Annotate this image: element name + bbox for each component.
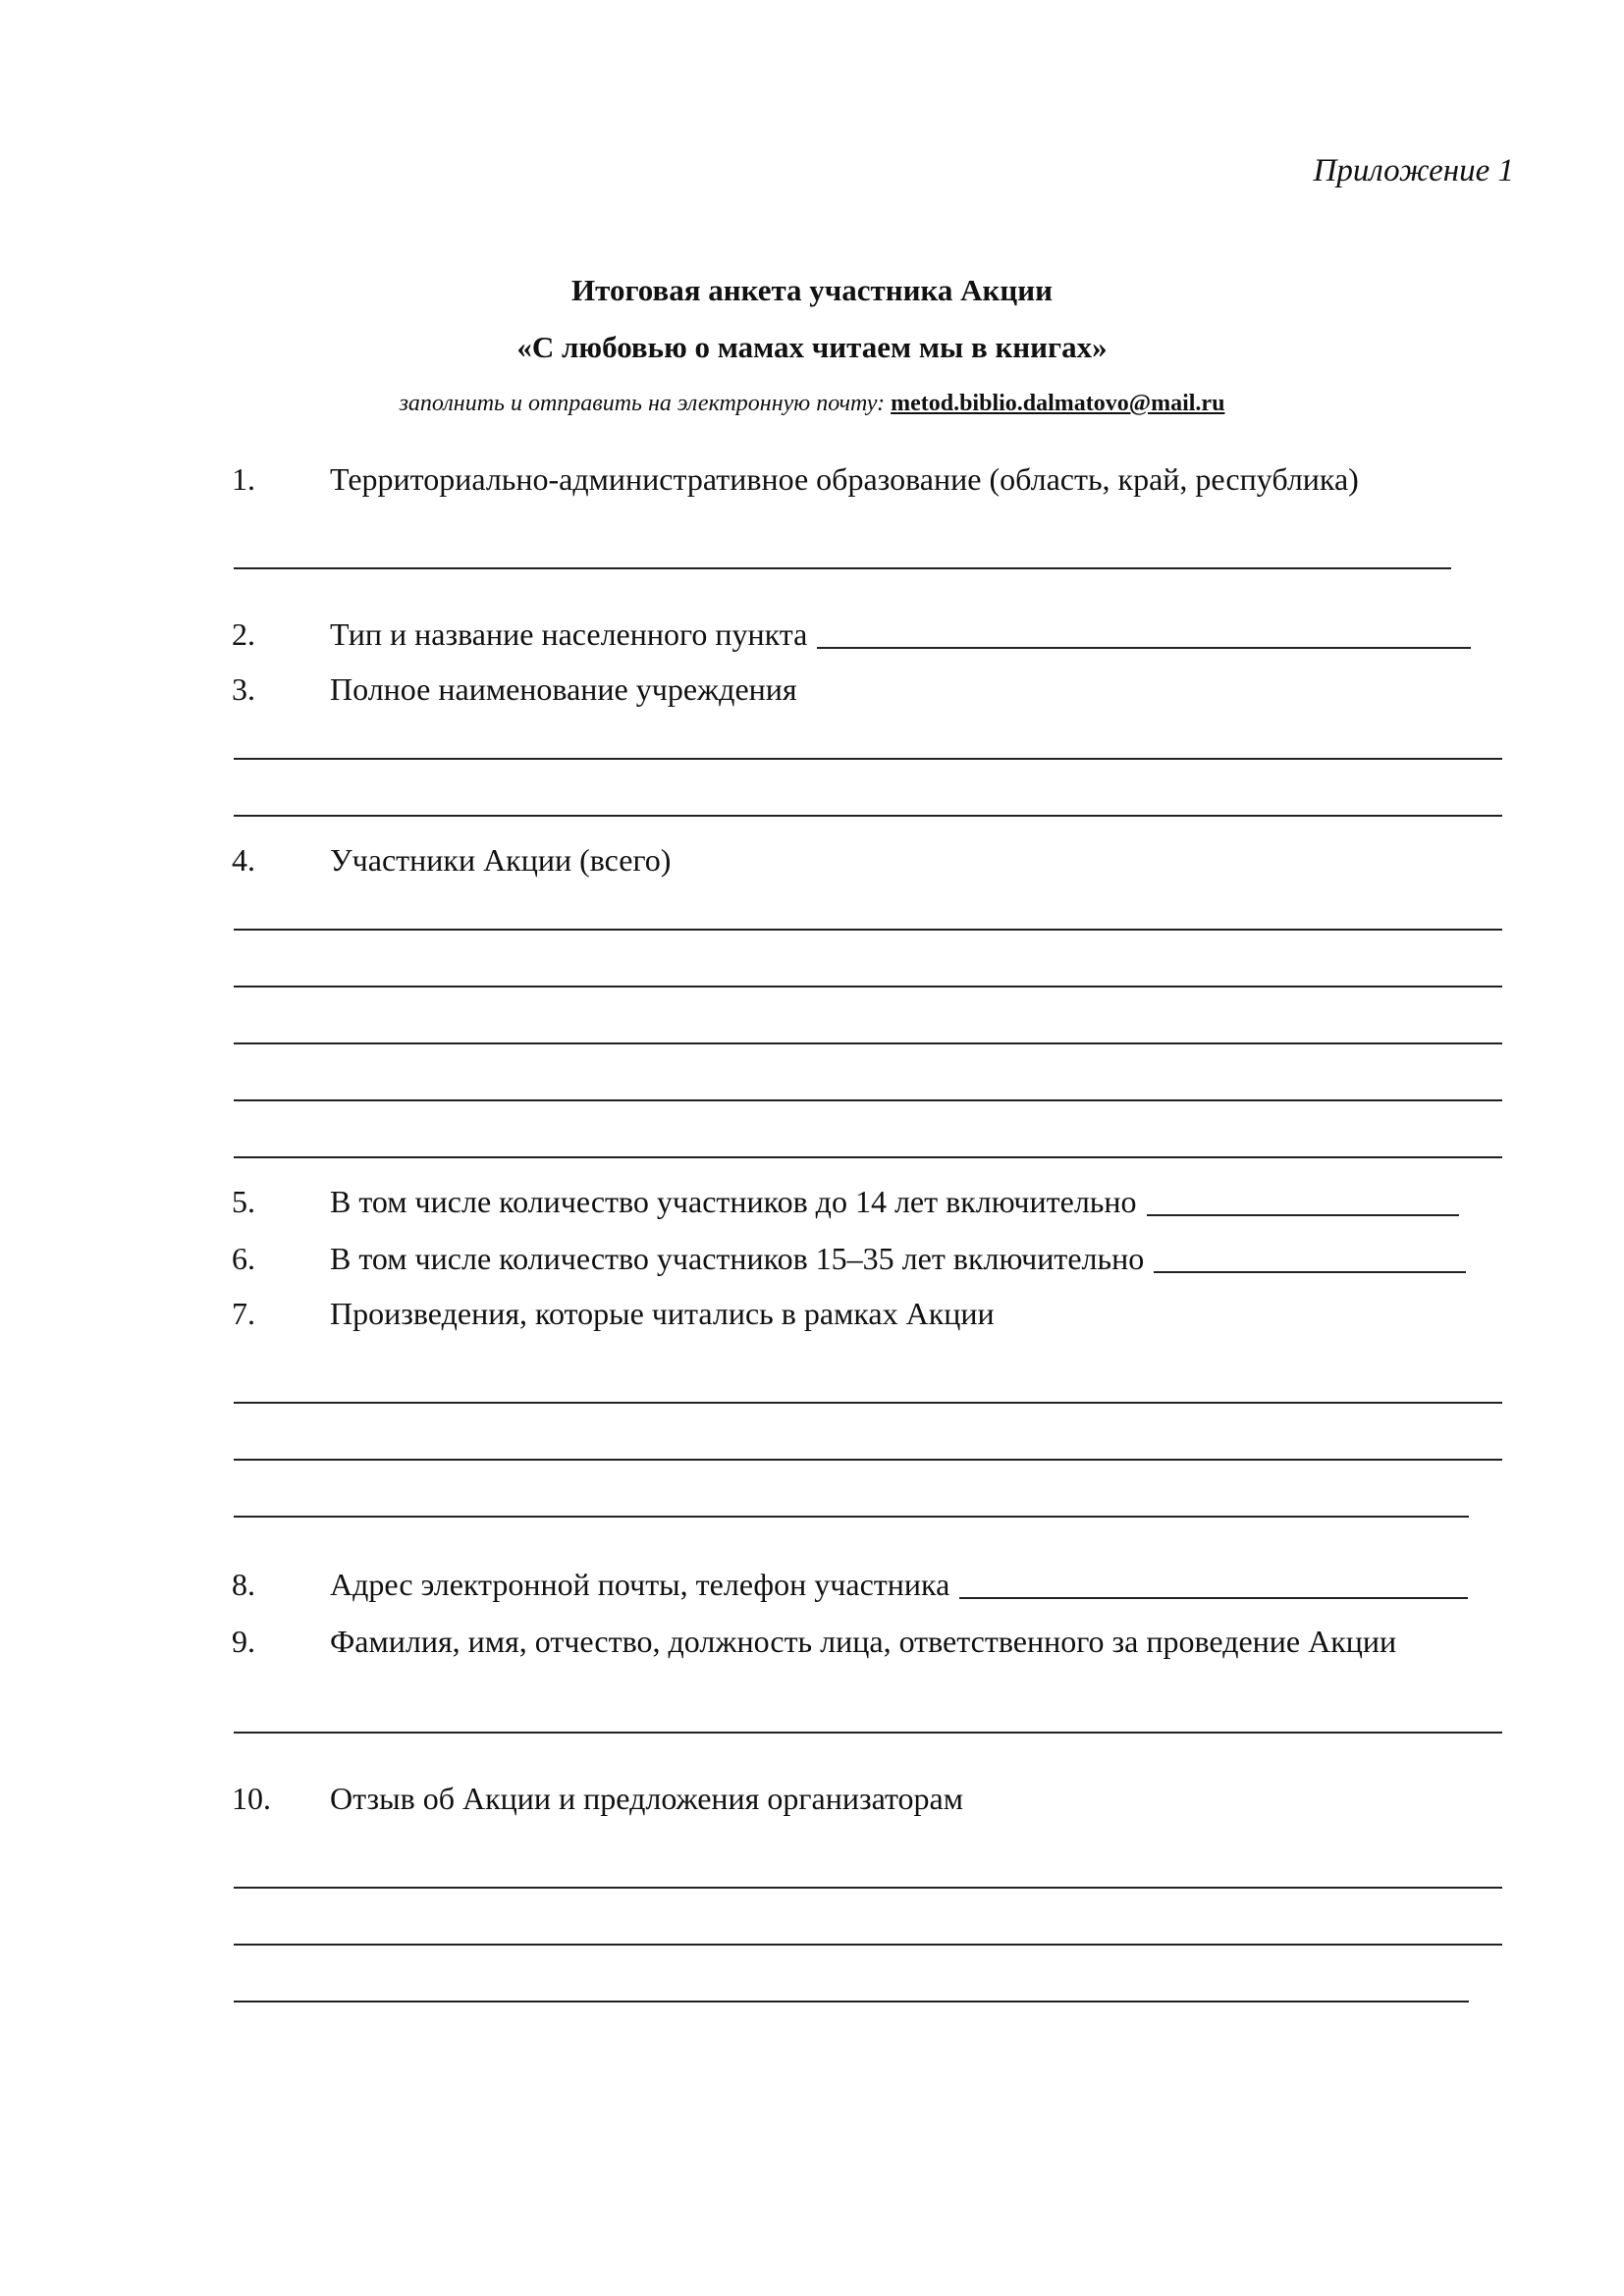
question-number: 10. [232, 1781, 271, 1816]
answer-line-6[interactable] [1154, 1244, 1466, 1273]
question-number: 6. [232, 1241, 255, 1276]
answer-line-4b[interactable] [234, 986, 1502, 988]
submission-note [0, 391, 1624, 417]
answer-line-8[interactable] [959, 1570, 1468, 1599]
question-10 [0, 1779, 1624, 1818]
question-label: В том числе количество участников 15–35 лет включительно [330, 1241, 1145, 1276]
question-label: В том числе количество участников до 14 лет включительно [330, 1184, 1137, 1219]
answer-line-5[interactable] [1147, 1187, 1459, 1216]
question-label: Тип и название населенного пункта [330, 616, 808, 652]
question-text [330, 1565, 1468, 1604]
answer-line-4d[interactable] [234, 1099, 1502, 1101]
form-title: Итоговая анкета участника Акции [571, 273, 1053, 307]
question-6 [0, 1239, 1624, 1278]
question-text [330, 1182, 1459, 1221]
question-text [330, 614, 1471, 654]
question-text: Отзыв об Акции и предложения организаторам [330, 1781, 963, 1816]
question-2 [0, 614, 1624, 654]
question-number: 5. [232, 1184, 255, 1219]
question-4 [0, 840, 1624, 880]
question-label: Адрес электронной почты, телефон участника [330, 1567, 950, 1602]
question-text: Участники Акции (всего) [330, 842, 672, 878]
form-subtitle: «С любовью о мамах читаем мы в книгах» [516, 330, 1108, 364]
question-8 [0, 1565, 1624, 1604]
appendix-label: Приложение 1 [1313, 153, 1514, 188]
submission-email-link[interactable]: metod.biblio.dalmatovo@mail.ru [891, 391, 1225, 416]
question-3 [0, 669, 1624, 709]
question-number: 3. [232, 671, 255, 707]
answer-line-9[interactable] [234, 1732, 1502, 1734]
answer-line-4a[interactable] [234, 929, 1502, 931]
answer-line-7a[interactable] [234, 1402, 1502, 1404]
answer-line-1[interactable] [234, 567, 1451, 569]
answer-line-7b[interactable] [234, 1459, 1502, 1461]
answer-line-10c[interactable] [234, 2001, 1469, 2002]
answer-line-10a[interactable] [234, 1887, 1502, 1889]
answer-line-10b[interactable] [234, 1944, 1502, 1946]
question-number: 4. [232, 842, 255, 878]
question-text: Фамилия, имя, отчество, должность лица, ответственного за проведение Акции [330, 1624, 1397, 1659]
answer-line-2[interactable] [817, 619, 1471, 649]
submission-instruction: заполнить и отправить на электронную почту: [399, 391, 886, 416]
answer-line-3a[interactable] [234, 758, 1502, 760]
answer-line-3b[interactable] [234, 815, 1502, 817]
question-number: 9. [232, 1624, 255, 1659]
question-number: 8. [232, 1567, 255, 1602]
question-number: 1. [232, 461, 255, 497]
question-text: Произведения, которые читались в рамках Акции [330, 1296, 995, 1331]
answer-line-4c[interactable] [234, 1042, 1502, 1044]
question-text [330, 1239, 1466, 1278]
question-7 [0, 1294, 1624, 1333]
question-number: 7. [232, 1296, 255, 1331]
question-number: 2. [232, 616, 255, 652]
question-1 [0, 459, 1624, 499]
question-9 [0, 1622, 1624, 1661]
question-text: Территориально-административное образование (область, край, республика) [330, 461, 1359, 497]
answer-line-4e[interactable] [234, 1156, 1502, 1158]
question-text: Полное наименование учреждения [330, 671, 797, 707]
question-5 [0, 1182, 1624, 1221]
answer-line-7c[interactable] [234, 1516, 1469, 1518]
